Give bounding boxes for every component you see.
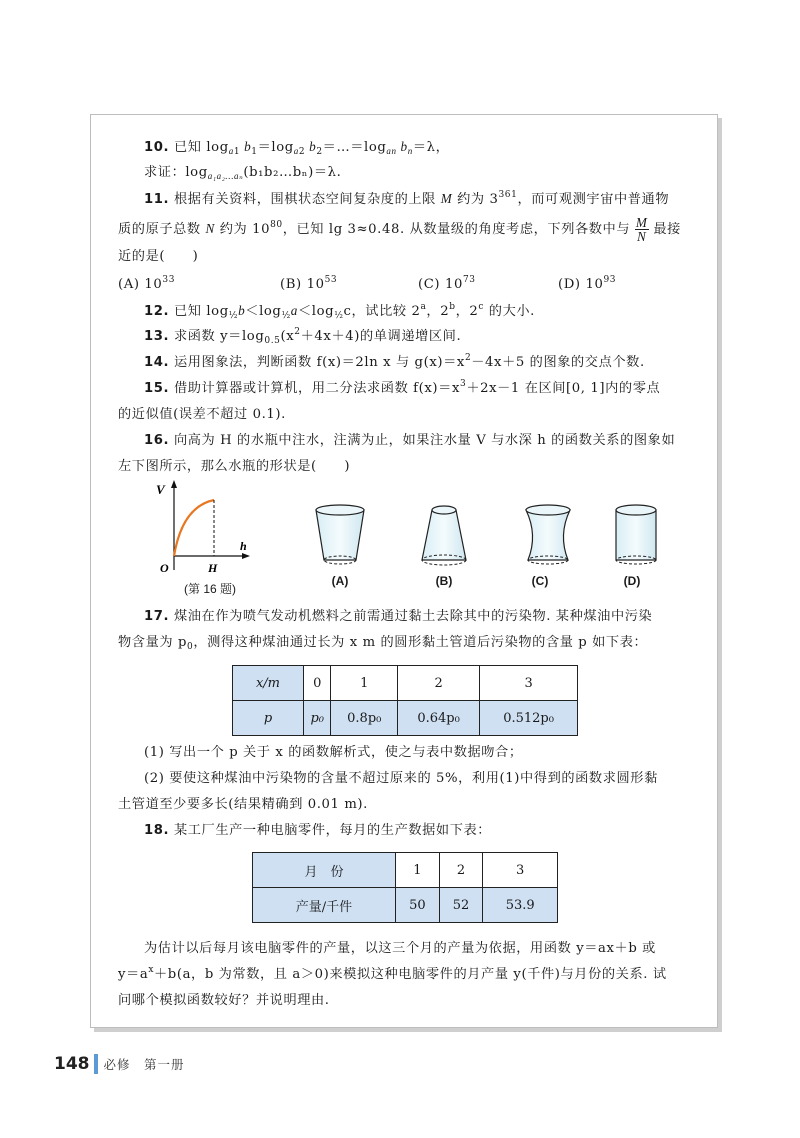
bottle-options <box>312 500 672 572</box>
problem-18-l1: 为估计以后每月该电脑零件的产量，以这三个月的产量为依据，用函数 y＝ax＋b 或 <box>144 941 656 956</box>
table-row: 月 份 1 2 3 <box>253 853 558 888</box>
problem-18-l3: 问哪个模拟函数较好？并说明理由. <box>118 993 330 1008</box>
problem-17-q2: (2) 要使这种煤油中污染物的含量不超过原来的 5%，利用(1)中得到的函数求圆形黏 <box>144 771 658 786</box>
tick-h-label: H <box>208 561 218 575</box>
problem-16-line-2: 左下图所示，那么水瓶的形状是( ) <box>118 459 351 474</box>
bottle-a-label: (A) <box>331 574 349 588</box>
bottle-b <box>422 506 466 565</box>
option-c: (C) $10^{73}$ <box>418 275 476 292</box>
footer-accent-bar <box>94 1054 98 1074</box>
table-pollutant <box>232 665 578 736</box>
problem-17-line-2: 物含量为 $p_0$，测得这种煤油通过长为 x m 的圆形黏土管道后污染物的含量 p 如下表： <box>118 635 648 652</box>
v-axis-label: V <box>156 482 165 497</box>
problem-17-line-1: 17. 煤油在作为喷气发动机燃料之前需通过黏土去除其中的污染物. 某种煤油中污染 <box>144 609 653 624</box>
option-b: (B) $10^{53}$ <box>280 275 338 292</box>
bottle-c-label: (C) <box>531 574 549 588</box>
bottle-d-label: (D) <box>623 574 641 588</box>
problem-18-line: 18. 某工厂生产一种电脑零件，每月的生产数据如下表： <box>144 823 492 838</box>
problem-11-line-1: 11. 根据有关资料，围棋状态空间复杂度的上限 M 约为 $3^{361}$，而可观测宇宙中普通物 <box>144 190 670 207</box>
problem-17-q1: (1) 写出一个 p 关于 x 的函数解析式，使之与表中数据吻合； <box>144 745 523 760</box>
bottle-a <box>316 505 364 564</box>
v-axis-arrow <box>171 480 177 488</box>
header-x: x/m <box>233 666 304 701</box>
problem-12: 12. 已知 $\log_{\frac{1}{2}}b<\log_{\frac{1}{2}}a<\log_{\frac{1}{2}}c$，试比较 2$^a$，2$^b$，2$^c$ 的大小. <box>144 302 535 321</box>
problem-17-q3: 土管道至少要多长(结果精确到 0.01 m). <box>118 797 368 812</box>
problem-13: 13. 求函数 $y=\log_{0.5}(x^2+4x+4)$的单调递增区间. <box>144 327 462 346</box>
table-production <box>252 852 558 923</box>
option-a: (A) $10^{33}$ <box>118 275 176 292</box>
problem-14: 14. 运用图象法，判断函数 f(x)＝2ln x 与 $g(x)=x^2-4x+5$ 的图象的交点个数. <box>144 353 645 370</box>
problem-11-line-2: 质的原子总数 N 约为 $10^{80}$，已知 lg 3≈0.48. 从数量级的角度考虑，下列各数中与 $\frac{M}{N}$ 最接 <box>118 215 681 244</box>
header-p: p <box>233 701 304 736</box>
h-axis-arrow <box>242 553 250 559</box>
problem-15-line-2: 的近似值(误差不超过 0.1). <box>118 407 286 422</box>
volume-curve <box>174 500 214 556</box>
h-axis-label: h <box>240 539 247 553</box>
header-output: 产量/千件 <box>253 888 396 923</box>
graph-v-vs-h <box>150 480 260 580</box>
bottle-d <box>616 505 656 564</box>
problem-18-l2: $y=a^x+b(a$，b 为常数，且 a＞0)来模拟这种电脑零件的月产量 y(千件)与月份的关系. 试 <box>118 965 667 982</box>
problem-16-line-1: 16. 向高为 H 的水瓶中注水，注满为止，如果注水量 V 与水深 h 的函数关系的图象如 <box>144 433 676 448</box>
table-row: x/m 0 1 2 3 <box>233 666 578 701</box>
figure-caption: (第 16 题) <box>183 582 236 596</box>
option-d: (D) $10^{93}$ <box>558 275 617 292</box>
problem-11-line-3: 近的是( ) <box>118 249 199 264</box>
problem-15-line-1: 15. 借助计算器或计算机，用二分法求函数 $f(x)=x^3+2x-1$ 在区间[0, 1]内的零点 <box>144 379 661 396</box>
table-row: p p₀ 0.8p₀ 0.64p₀ 0.512p₀ <box>233 701 578 736</box>
page-footer <box>54 1052 185 1076</box>
bottle-c <box>526 505 570 564</box>
page-number: 148 <box>54 1054 90 1074</box>
problem-10-line-1: 10. 已知 $\log_{a1} b_1=\log_{a2}$ $b_2=\dots=\log_{an}$ $b_n=\lambda$， <box>144 139 450 157</box>
table-row: 产量/千件 50 52 53.9 <box>253 888 558 923</box>
header-month: 月 份 <box>253 853 396 888</box>
bottle-b-label: (B) <box>435 574 453 588</box>
problem-10-line-2: 求证：$\log_{a_1a_2\dots a_n}(b_1b_2\dots b_n)=\lambda$. <box>144 165 342 181</box>
fraction-m-over-n: $\frac{M}{N}$ <box>635 215 648 244</box>
book-title: 必修 第一册 <box>103 1057 185 1072</box>
origin-label: O <box>160 561 169 575</box>
